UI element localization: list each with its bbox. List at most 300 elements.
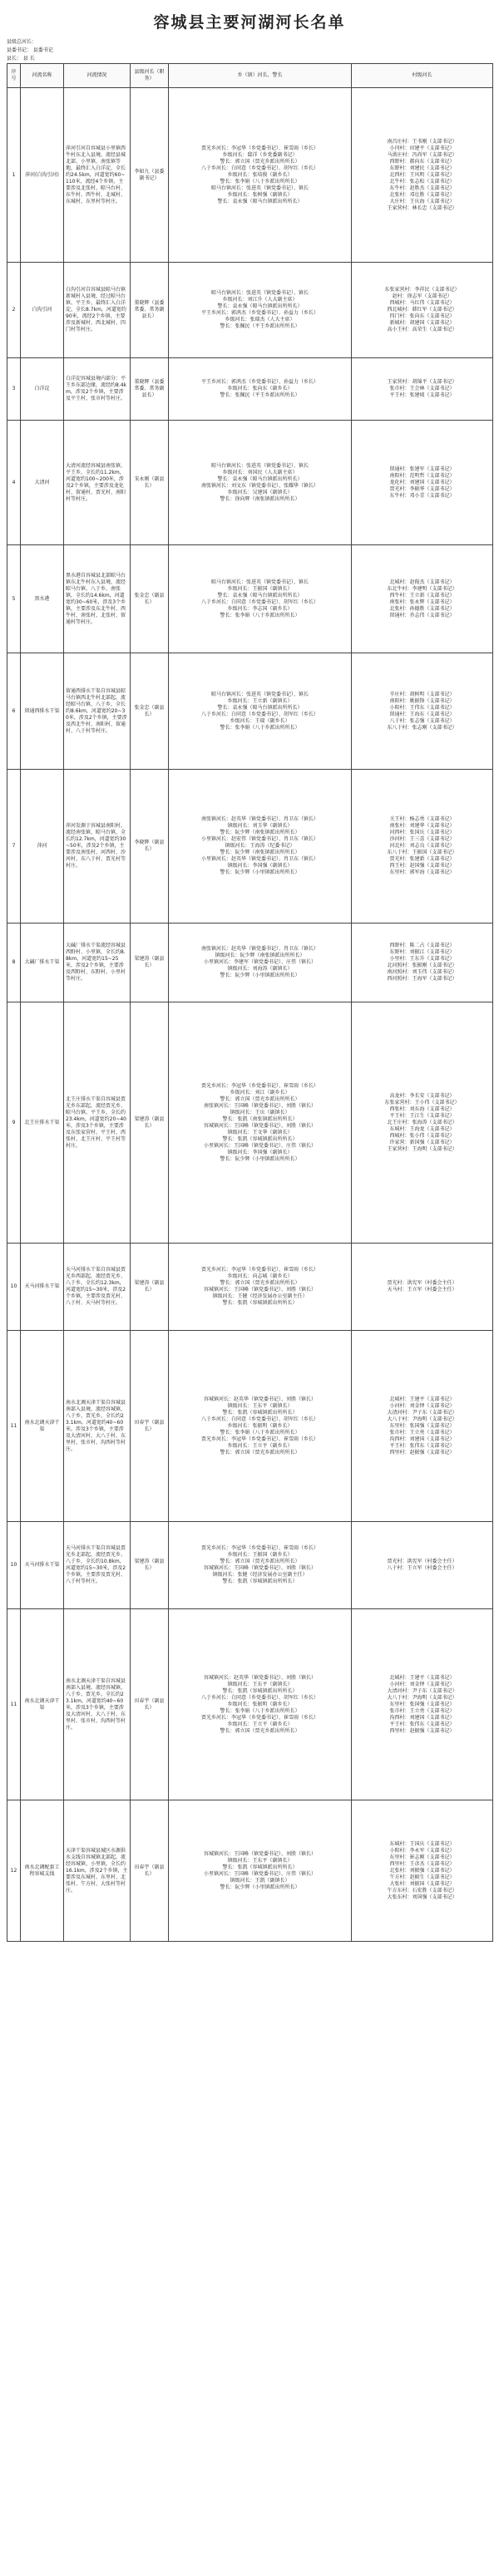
- town-chief-line: 容城镇河长：王国峰（镇党委书记）、刘胜（镇长）: [203, 1565, 316, 1571]
- town-chief-line: 警长：阮少辉（南张镇派出所所长）: [220, 830, 300, 835]
- town-chief-line: 小里镇河长：王国峰（镇党委书记）、庄伟（镇长）: [203, 1142, 316, 1149]
- village-chief-line: 北城村：王建平（支部书记）: [389, 1396, 455, 1402]
- river-description: 天津干渠容城县城区水源供水支线自容城镇北部起，流经容城镇、小里镇，全长约16.1km，涉及2个乡镇，主要涉及东城村、东里村、北张村、午方村、大张村等村庄。: [64, 1800, 131, 1942]
- town-chief-line: 平王乡河长：郭鸿杰（乡党委书记）、孙益力（乡长）: [200, 379, 319, 385]
- town-chief-line: 警长：阮少辉（南张镇派出所所长）: [220, 850, 300, 855]
- village-chief-line: 北城村：赵俊杰（支部书记）: [389, 579, 455, 585]
- town-chief-line: 镇级河长：王凯（副镇长）: [230, 1877, 290, 1884]
- town-chief-line: 警长：郭立国（贾光乡派出所所长）: [220, 1449, 300, 1455]
- river-description: 萍河发源于容城县南阳村，流经南张镇、晾马台镇，全长约12.7km，河道宽约30~50米，涉及2个乡镇，主要涉及南张村、河西村、沙河村、东八于村、贾光村等村庄。: [64, 770, 131, 924]
- town-chief-line: 警长：阮少辉（小里镇派出所所长）: [220, 973, 300, 978]
- town-chief-line: 警长：袁永强（晾马台镇派出所所长）: [217, 592, 303, 598]
- town-chief-line: 警长：郭立国（贾光乡派出所所长）: [220, 1559, 300, 1564]
- village-chief-line: 东张家营村：王小伟（支部书记）: [384, 1099, 460, 1106]
- village-chief-line: 南河照村：刘玉伟（支部书记）: [387, 969, 457, 975]
- header-no: 序号: [7, 64, 21, 88]
- county-chief: 张金忠（副县长）: [131, 653, 169, 770]
- village-chief-line: 北河照村：张振刚（支部书记）: [387, 963, 457, 968]
- town-chief-line: 容城镇河长：王国峰（镇党委书记）、刘胜（镇长）: [203, 1122, 316, 1129]
- village-chief-line: 贾光村：洪宪军（村委会主任）: [387, 1280, 457, 1286]
- town-chief-line: 贾光乡河长：李冠华（乡党委书记）、崔雪雨（乡长）: [200, 1267, 319, 1273]
- row-number: 7: [7, 770, 21, 924]
- river-name: 天马河排水干渠: [21, 1522, 64, 1609]
- town-chief-line: 南张镇河长：刘文东（镇党委书记）、张耀华（镇长）: [200, 482, 319, 489]
- town-chief-line: 乡级河长：王瑞（副乡长）: [230, 717, 290, 724]
- town-chief-line: 警长：张凯（南张镇派出所所长）: [222, 1116, 298, 1122]
- table-body: [7, 88, 493, 1942]
- county-chief: 张金忠（副县长）: [131, 545, 169, 653]
- town-chief-line: 警长：袁永强（晾马台镇派出所所长）: [217, 704, 303, 711]
- county-chief: 董晓辉（县委常委、常务副县长）: [131, 358, 169, 421]
- table-row: [7, 421, 493, 545]
- village-chief-line: 西野村：郝向东（支部书记）: [389, 158, 455, 165]
- town-chiefs-cell: [169, 421, 352, 545]
- village-chief-line: 东里村：张国强（支部书记）: [389, 1422, 455, 1429]
- village-chief-line: 小闫村：田建平（支部书记）: [389, 145, 455, 151]
- village-chief-line: 东张家营村：李祥民（支部书记）: [384, 287, 460, 293]
- village-chiefs-cell: [352, 88, 493, 263]
- village-chiefs-cell: [352, 1609, 493, 1800]
- row-number: 12: [7, 1800, 21, 1942]
- town-chief-line: 晾马台镇河长：张进英（镇党委书记）、镇长: [210, 691, 309, 697]
- village-chief-line: 西野村：陈二占（支部书记）: [389, 943, 455, 948]
- town-chief-line: 乡级河长：王立新（副镇长）: [227, 697, 293, 704]
- meta-line: 县级总河长：: [7, 39, 37, 45]
- river-description: 白洋淀容城县境内部分：平王乡东部边缘，流经约8.4km，涉及2个乡镇，主要涉及平王村、张市村等村庄。: [64, 358, 131, 421]
- town-chief-line: 容城镇河长：王国峰（镇党委书记）、刘胜（镇长）: [203, 1850, 316, 1857]
- town-chief-line: 警长：阮少辉（小里镇派出所所长）: [220, 869, 300, 875]
- row-number: 5: [7, 545, 21, 653]
- river-name: 南水北调配套工程容城支线: [21, 1800, 64, 1942]
- town-chief-line: 警长：张凯（容城镇派出所所长）: [222, 1687, 298, 1694]
- town-chief-line: 警长：郭立国（贾光乡派出所所长）: [220, 1280, 300, 1286]
- village-chief-line: 西里村：赵振强（支部书记）: [389, 1727, 455, 1734]
- row-number: 10: [7, 1522, 21, 1609]
- town-chief-line: 警长：徐向辉（南张镇派出所所长）: [220, 495, 300, 502]
- village-chief-line: 王家营村：王海明（支部书记）: [387, 1145, 457, 1152]
- town-chief-line: 晾马台镇河长：张进英（镇党委书记）、镇长: [210, 290, 309, 296]
- table-row: [7, 653, 493, 770]
- river-name: 留通西排水干渠: [21, 653, 64, 770]
- town-chief-line: 乡级河长：张瑞杰（人大主席）: [225, 317, 295, 323]
- village-chief-line: 贾光村：张建新（支部书记）: [389, 856, 455, 862]
- village-chief-line: 八于村：王立军（村委会主任）: [387, 1565, 457, 1571]
- table-row: [7, 1002, 493, 1244]
- town-chief-line: 晾马台镇河长：张进英（镇党委书记）、镇长: [210, 185, 309, 191]
- village-chief-line: 大庄村：王庆海（支部书记）: [389, 198, 455, 204]
- row-number: 8: [7, 924, 21, 1002]
- town-chief-line: 乡级河长：刘江升（人大副主席）: [222, 297, 298, 303]
- header-village-chief: 村级河长: [352, 64, 493, 88]
- town-chief-line: 贾光乡河长：李冠华（乡党委书记）、崔雪雨（乡长）: [200, 1436, 319, 1442]
- town-chief-line: 容城镇河长：赵英华（镇党委书记）、刘胜（镇长）: [203, 1674, 316, 1681]
- town-chiefs-cell: [169, 1522, 352, 1609]
- town-chief-line: 容城镇河长：赵英华（镇党委书记）、刘胜（镇长）: [203, 1396, 316, 1402]
- row-number: 9: [7, 1002, 21, 1244]
- village-chief-line: 留通村：王海东（支部书记）: [389, 711, 455, 717]
- river-name: 黑水港: [21, 545, 64, 653]
- town-chief-line: 八于乡河长：白同意（乡党委书记）、胡军红（乡长）: [200, 711, 319, 717]
- town-chief-line: 镇级河长：刘海涛（副镇长）: [227, 966, 293, 972]
- table-row: [7, 263, 493, 358]
- town-chief-line: 南张镇河长：赵英华（镇党委书记）、肖卫东（镇长）: [200, 816, 319, 822]
- header-town-chief: 乡（镇）河长、警长: [169, 64, 352, 88]
- town-chief-line: 贾光乡河长：李冠华（乡党委书记）、崔雪雨（乡长）: [200, 1545, 319, 1551]
- river-name: 萍河: [21, 770, 64, 924]
- town-chiefs-cell: [169, 1244, 352, 1331]
- village-chief-line: 张市村：王立勇（支部书记）: [389, 1429, 455, 1436]
- town-chief-line: 警长：张凯（容城镇派出所所长）: [222, 1135, 298, 1142]
- row-number: 3: [7, 358, 21, 421]
- village-chief-line: 张市村：王立勇（支部书记）: [389, 1707, 455, 1714]
- village-chief-line: 大清河村：尹子东（支部书记）: [387, 1409, 457, 1416]
- village-chief-line: 留通村：乔志伟（支部书记）: [389, 612, 455, 618]
- village-chiefs-cell: [352, 653, 493, 770]
- town-chief-line: 乡级河长：吴建国（副镇长）: [227, 489, 293, 495]
- town-chief-line: 八于乡河长：白同意（乡党委书记）、胡军红（乡长）: [200, 1416, 319, 1422]
- village-chiefs-cell: [352, 263, 493, 358]
- row-number: 4: [7, 421, 21, 545]
- village-chief-line: 许家营：新国强（支部书记）: [389, 1139, 455, 1145]
- village-chief-line: 南昌庄村：王书刚（支部书记）: [387, 138, 457, 145]
- town-chiefs-cell: [169, 1609, 352, 1800]
- town-chief-line: 乡级河长：王立平（副乡长）: [227, 1442, 293, 1449]
- town-chiefs-cell: [169, 358, 352, 421]
- village-chief-line: 东八于村：王振国（支部书记）: [387, 850, 457, 855]
- village-chief-line: 西河照村：王海军（支部书记）: [387, 976, 457, 982]
- village-chief-line: 东里村：张国强（支部书记）: [389, 1701, 455, 1707]
- village-chiefs-cell: [352, 358, 493, 421]
- village-chief-line: 辛庄村：胡树明（支部书记）: [389, 691, 455, 697]
- river-name: 白洋淀: [21, 358, 64, 421]
- town-chief-line: 警长：袁永强（晾马台镇派出所所长）: [217, 303, 303, 309]
- header-river: 河流名称: [21, 64, 64, 88]
- town-chief-line: 警长：张佩民（平王乡派出所所长）: [220, 323, 300, 329]
- town-chief-line: 乡级河长：刘江（副乡长）: [230, 1089, 290, 1096]
- river-chief-table: [7, 63, 493, 1942]
- county-chief: 李晓辉（副县长）: [131, 770, 169, 924]
- county-chief: 田春宇（副县长）: [131, 1331, 169, 1522]
- county-chief: 梁建涛（副县长）: [131, 924, 169, 1002]
- meta-line: 县委书记： 县委书记: [7, 47, 53, 53]
- town-chiefs-cell: [169, 1002, 352, 1244]
- village-chief-line: 北张村：邓壮胜（支部书记）: [389, 191, 455, 198]
- village-chief-line: 沟西村：刘建国（支部书记）: [389, 1436, 455, 1442]
- table-row: [7, 1609, 493, 1800]
- town-chief-line: 镇级河长：刘玉华（副镇长）: [227, 823, 293, 829]
- town-chief-line: 乡级河长：邸洋（乡党委副书记）: [222, 151, 298, 158]
- river-name: 南水北调天津干渠: [21, 1331, 64, 1522]
- town-chief-line: 乡级河长：张培俊（副乡长）: [227, 171, 293, 178]
- river-description: 天马河排水干渠自容城县贾光乡北部起，流经贾光乡、八于乡，全长约10.8km，河道宽约15~30米，涉及2个乡镇，主要涉及贾光村、八于村等村庄。: [64, 1522, 131, 1609]
- table-header-row: [7, 64, 493, 88]
- village-chief-line: 北西村：王风明（支部书记）: [389, 171, 455, 178]
- river-description: 留通西排水干渠自容城县晾马台镇西北牛村北部起，流经晾马台镇、八于乡，全长约8.6km，河道宽约20~30米，涉及2个乡镇，主要涉及西北牛村、南阳村、留通村、八于村等村庄。: [64, 653, 131, 770]
- town-chiefs-cell: [169, 924, 352, 1002]
- town-chief-line: 警长：张李娟（八于乡派出所所长）: [220, 1707, 300, 1714]
- town-chiefs-cell: [169, 545, 352, 653]
- row-number: 1: [7, 88, 21, 263]
- village-chief-line: 东里村：崔志刚（支部书记）: [389, 1854, 455, 1860]
- village-chief-line: 小河村：刘金铎（支部书记）: [389, 1681, 455, 1687]
- town-chief-line: 警长：张李娟（八于乡派出所所长）: [220, 178, 300, 185]
- river-name: 大碱厂排水干渠: [21, 924, 64, 1002]
- village-chief-line: 东城村：王海龙（支部书记）: [389, 1125, 455, 1132]
- town-chief-line: 警长：张凯（容城镇派出所所长）: [222, 1409, 298, 1416]
- village-chief-line: 平王村：张伟东（支部书记）: [389, 1721, 455, 1727]
- village-chief-line: 大张村：刘振国（支部书记）: [389, 1880, 455, 1887]
- village-chief-line: 河西村：张国庆（支部书记）: [389, 830, 455, 835]
- village-chief-line: 北张村：刘振强（支部书记）: [389, 1867, 455, 1874]
- table-row: [7, 1331, 493, 1522]
- village-chief-line: 小阳村：李永军（支部书记）: [389, 1847, 455, 1854]
- village-chief-line: 西牛村：王立新（支部书记）: [389, 592, 455, 598]
- village-chief-line: 平王村：张伟东（支部书记）: [389, 1442, 455, 1449]
- village-chief-line: 新城村：胡建国（支部书记）: [389, 320, 455, 326]
- town-chief-line: 南张镇河长：赵英华（镇党委书记）、肖卫东（镇长）: [200, 946, 319, 952]
- village-chief-line: 东野村：刘建民（支部书记）: [389, 165, 455, 171]
- town-chief-line: 南张镇河长：王国峰（镇党委书记）、刘胜（镇长）: [203, 1102, 316, 1109]
- river-description: 萍河引河自容城县小里镇西牛村东北入县境，流经县城北部、小里镇、南张镇等地，最终汇入白洋淀，全长约24.5km，河道宽约60~110米，流经4个乡镇，主要涉及北张村、晾马台村、东牛村、西牛村、北城村、东城村、东里村等村庄。: [64, 88, 131, 263]
- village-chief-line: 小里村：王东升（支部书记）: [389, 956, 455, 962]
- table-row: [7, 1800, 493, 1942]
- town-chief-line: 贾光乡河长：李冠华（乡党委书记）、崔雪雨（乡长）: [200, 1714, 319, 1721]
- village-chief-line: 东城村：王国庆（支部书记）: [389, 1840, 455, 1847]
- village-chief-line: 大张东村：刘国强（支部书记）: [387, 1894, 457, 1900]
- village-chief-line: 北王庄村：张海涛（支部书记）: [387, 1119, 457, 1125]
- village-chief-line: 贾光村：洪宪军（村委会主任）: [387, 1559, 457, 1564]
- river-description: 大清河流经容城县南张镇、平王乡，全长约11.2km，河道宽约100~200米，涉及2个乡镇，主要涉及龙化村、留通村、贾光村、南阳村等村庄。: [64, 421, 131, 545]
- town-chief-line: 警长：张凯（容城镇派出所所长）: [222, 1864, 298, 1870]
- village-chief-line: 平王村：张建坡（支部书记）: [389, 392, 455, 398]
- river-description: 大碱厂排水干渠流经容城县西野村、小里镇，全长约8.8km，河道宽约15~25米，涉及2个乡镇，主要涉及西野村、东野村、小里村等村庄。: [64, 924, 131, 1002]
- village-chiefs-cell: [352, 770, 493, 924]
- village-chief-line: 东野村：刘振江（支部书记）: [389, 949, 455, 955]
- town-chief-line: 乡级河长：李志国（副乡长）: [227, 605, 293, 612]
- county-chief-info: [0, 38, 499, 63]
- table-row: [7, 1522, 493, 1609]
- village-chief-line: 关王村：杨志勇（支部书记）: [389, 816, 455, 822]
- town-chief-line: 警长：阮少辉（小里镇派出所所长）: [220, 1884, 300, 1890]
- town-chief-line: 警长：袁永强（晾马台镇派出所所长）: [217, 475, 303, 482]
- row-number: 2: [7, 263, 21, 358]
- town-chief-line: 小里镇河长：赵英华（镇党委书记）、肖卫东（镇长）: [200, 856, 319, 862]
- river-description: 白沟引河自容城县晾马台镇新城村入县境，经过晾马台镇、平王乡，最终汇入白洋淀，全长8.7km，河道宽约90米，流经2个乡镇，主要涉及新城村、西北城村、四门村等村庄。: [64, 263, 131, 358]
- town-chief-line: 镇级河长：李国强（副镇长）: [227, 1149, 293, 1155]
- village-chief-line: 王家营村：林长忠（支部书记）: [387, 204, 457, 211]
- row-number: 11: [7, 1609, 21, 1800]
- river-name: 大清河: [21, 421, 64, 545]
- town-chief-line: 镇级河长：李国强（副镇长）: [227, 863, 293, 869]
- town-chief-line: 警长：郭立国（贾光乡派出所所长）: [220, 1727, 300, 1734]
- village-chief-line: 午方村：赵振生（支部书记）: [389, 1874, 455, 1880]
- town-chief-line: 镇级河长：王东平（副镇长）: [227, 1681, 293, 1687]
- river-name: 南水北调天津干渠: [21, 1609, 64, 1800]
- town-chief-line: 贾光乡河长：李冠华（乡党委书记）、崔雪雨（乡长）: [200, 1082, 319, 1089]
- village-chief-line: 西北城村：韩红军（支部书记）: [387, 307, 457, 313]
- town-chief-line: 镇级河长：张健（经济发展办公室副主任）: [212, 1572, 308, 1578]
- town-chief-line: 小里镇河长：李建军（镇党委书记）、庄伟（镇长）: [203, 959, 316, 965]
- town-chief-line: 警长：张李娟（八于乡派出所所长）: [220, 1429, 300, 1436]
- village-chief-line: 河北村：刘志良（支部书记）: [389, 843, 455, 849]
- village-chief-line: 龙化村：刘建国（支部书记）: [389, 479, 455, 485]
- village-chief-line: 南张村：刘建华（支部书记）: [389, 823, 455, 829]
- village-chief-line: 高龙村：李长安（支部书记）: [389, 1092, 455, 1099]
- village-chief-line: 四门村：张向东（支部书记）: [389, 313, 455, 319]
- village-chief-line: 北牛村：张志松（支部书记）: [389, 178, 455, 185]
- county-chief: 田春宇（副县长）: [131, 1609, 169, 1800]
- village-chief-line: 西里村：王彦杰（支部书记）: [389, 1860, 455, 1867]
- village-chiefs-cell: [352, 924, 493, 1002]
- village-chiefs-cell: [352, 545, 493, 653]
- village-chief-line: 王家营村：胡锦平（支部书记）: [387, 379, 457, 385]
- town-chief-line: 贾光乡河长：李冠华（乡党委书记）、崔雪雨（乡长）: [200, 145, 319, 151]
- table-row: [7, 358, 493, 421]
- town-chief-line: 乡级河长：张振明（副乡长）: [227, 1422, 293, 1429]
- table-row: [7, 770, 493, 924]
- town-chief-line: 平王乡河长：郭鸿杰（乡党委书记）、孙益力（乡长）: [200, 310, 319, 316]
- river-description: 黑水港自容城县北部晾马台镇东北牛村东入县境，流经晾马台镇、八于乡、南张镇，全长约14.6km，河道宽约30~60米，涉及3个乡镇，主要涉及东北牛村、西牛村、南张村、北张村、留通村等村庄。: [64, 545, 131, 653]
- town-chief-line: 乡级河长：张树强（副镇长）: [227, 191, 293, 198]
- town-chief-line: 警长：张凯（容城镇派出所所长）: [222, 1579, 298, 1584]
- town-chief-line: 警长：张李娟（八于乡派出所所长）: [220, 612, 300, 618]
- village-chief-line: 张市村：王会林（支部书记）: [389, 386, 455, 392]
- town-chief-line: 警长：袁永强（晾马台镇派出所所长）: [217, 198, 303, 204]
- town-chiefs-cell: [169, 653, 352, 770]
- town-chief-line: 警长：郭立国（贾光乡派出所所长）: [220, 158, 300, 165]
- town-chief-line: 小里镇河长：赵宏伟（镇党委书记）、肖卫东（镇长）: [200, 836, 319, 842]
- meta-line: 县长： 县 长: [7, 56, 35, 62]
- town-chief-line: 镇级河长：王庆（副镇长）: [230, 1109, 290, 1116]
- village-chief-line: 东八于村：张志刚（支部书记）: [387, 724, 457, 731]
- river-description: 北王庄排水干渠自容城县贾光乡东部起，流经贾光乡、晾马台镇、平王乡，全长约23.4km，河道宽约20~40米，涉及3个乡镇，主要涉及东张家营村、平王村、西张村、北王庄村、平王村等村庄。: [64, 1002, 131, 1244]
- town-chief-line: 警长：张李娟（八于乡派出所所长）: [220, 724, 300, 731]
- county-chief: 梁建涛（副县长）: [131, 1522, 169, 1609]
- village-chief-line: 小阳村：王伟东（支部书记）: [389, 704, 455, 711]
- village-chiefs-cell: [352, 421, 493, 545]
- village-chief-line: 大八于村：尹海明（支部书记）: [387, 1416, 457, 1422]
- river-description: 天马河排水干渠自容城县贾光乡西部起，流经贾光乡、八于乡，全长约12.3km，河道宽约15~30米，涉及2个乡镇，主要涉及贾光村、八于村、天马村等村庄。: [64, 1244, 131, 1331]
- village-chief-line: 东里村：郭军海（支部书记）: [389, 869, 455, 875]
- row-number: 11: [7, 1331, 21, 1522]
- village-chief-line: 平王村：王江生（支部书记）: [389, 1112, 455, 1119]
- village-chief-line: 东牛村：邓小青（支部书记）: [389, 492, 455, 499]
- header-county-chief: 县级河长（职务）: [131, 64, 169, 88]
- town-chief-line: 乡级河长：王立平（副乡长）: [227, 1721, 293, 1727]
- town-chief-line: 容城镇河长：王国峰（镇党委书记）、刘胜（镇长）: [203, 1287, 316, 1293]
- town-chief-line: 警长：张佩民（平王乡派出所所长）: [220, 392, 300, 398]
- village-chief-line: 西城村：马红伟（支部书记）: [389, 300, 455, 306]
- river-name: 白沟引河: [21, 263, 64, 358]
- town-chief-line: 八于乡河长：白同意（乡党委书记）、胡军红（乡长）: [200, 1694, 319, 1701]
- village-chief-line: 高小王村：高荣生（支部书记）: [387, 327, 457, 332]
- village-chief-line: 东北牛村：李建明（支部书记）: [387, 585, 457, 592]
- village-chief-line: 午方东村：石宏胜（支部书记）: [387, 1887, 457, 1894]
- village-chief-line: 南张村：张永辉（支部书记）: [389, 598, 455, 605]
- village-chief-line: 大八于村：尹海明（支部书记）: [387, 1694, 457, 1701]
- village-chief-line: 留通村：张建军（支部书记）: [389, 465, 455, 472]
- village-chief-line: 西城村：张小伟（支部书记）: [389, 1132, 455, 1139]
- town-chief-line: 乡级河长：张振明（副乡长）: [227, 1701, 293, 1707]
- town-chief-line: 警长：阮少辉（小里镇派出所所长）: [220, 1155, 300, 1162]
- town-chief-line: 晾马台镇河长：张进英（镇党委书记）、镇长: [210, 579, 309, 585]
- village-chief-line: 大清河村：尹子东（支部书记）: [387, 1687, 457, 1694]
- town-chief-line: 镇级河长：王文华（副镇长）: [227, 1129, 293, 1135]
- village-chief-line: 沙河村：王三喜（支部书记）: [389, 836, 455, 842]
- village-chief-line: 北张村：孙德胜（支部书记）: [389, 605, 455, 612]
- town-chief-line: 镇级河长：王健（经济发展办公室副主任）: [212, 1293, 308, 1299]
- table-row: [7, 545, 493, 653]
- village-chiefs-cell: [352, 1244, 493, 1331]
- town-chiefs-cell: [169, 263, 352, 358]
- county-chief: 董晓辉（县委常委、常务副县长）: [131, 263, 169, 358]
- village-chief-line: 北城村：王建平（支部书记）: [389, 1674, 455, 1681]
- town-chief-line: 乡级河长：王振国（副镇长）: [227, 585, 293, 592]
- village-chief-line: 天马村：王立军（村委会主任）: [387, 1287, 457, 1293]
- county-chief: 李如九（县委副书记）: [131, 88, 169, 263]
- river-description: 南水北调天津干渠自容城县南部入县境，流经容城镇、八于乡、贾光乡，全长约23.1km，河道宽约40~60米，涉及3个乡镇，主要涉及大清河村、大八于村、东里村、张市村、沟西村等村庄。: [64, 1331, 131, 1522]
- river-name: 萍河(白沟引河): [21, 88, 64, 263]
- county-chief: 梁建涛（副县长）: [131, 1244, 169, 1331]
- town-chief-line: 晾马台镇河长：张进英（镇党委书记）、镇长: [210, 462, 309, 469]
- village-chief-line: 小河村：刘金铎（支部书记）: [389, 1402, 455, 1409]
- town-chief-line: 乡级河长：刘国民（人大副主席）: [222, 469, 298, 475]
- village-chiefs-cell: [352, 1331, 493, 1522]
- village-chiefs-cell: [352, 1800, 493, 1942]
- town-chiefs-cell: [169, 1331, 352, 1522]
- town-chief-line: 警长：郭立国（贾光乡派出所所长）: [220, 1096, 300, 1102]
- town-chiefs-cell: [169, 1800, 352, 1942]
- village-chief-line: 南阳村：姚振锋（支部书记）: [389, 697, 455, 704]
- village-chief-line: 南阳村：范明哲（支部书记）: [389, 472, 455, 479]
- county-chief: 宋永刚（副县长）: [131, 421, 169, 545]
- county-chief: 田春宇（副县长）: [131, 1800, 169, 1942]
- row-number: 10: [7, 1244, 21, 1331]
- table-row: [7, 1244, 493, 1331]
- river-name: 北王庄排水干渠: [21, 1002, 64, 1244]
- town-chief-line: 镇级河长：王东平（副镇长）: [227, 1857, 293, 1864]
- river-description: 南水北调天津干渠自容城县南部入县境，流经容城镇、八于乡、贾光乡，全长约23.1km，河道宽约40~60米，涉及3个乡镇，主要涉及大清河村、大八于村、东里村、张市村、沟西村等村庄。: [64, 1609, 131, 1800]
- town-chief-line: 乡级河长：王振国（副乡长）: [227, 1552, 293, 1558]
- village-chief-line: 贾光村：李振华（支部书记）: [389, 485, 455, 492]
- town-chief-line: 八于乡河长：白同意（乡党委书记）、胡军红（乡长）: [200, 165, 319, 171]
- town-chief-line: 镇级河长：王东平（副镇长）: [227, 1402, 293, 1409]
- document-title: 容城县主要河湖河长名单: [153, 13, 346, 32]
- village-chief-line: 西王村：赵国强（支部书记）: [389, 863, 455, 869]
- town-chief-line: 警长：张凯（容城镇派出所所长）: [222, 1300, 298, 1306]
- village-chief-line: 赵村：徐志军（支部书记）: [392, 293, 452, 299]
- town-chiefs-cell: [169, 770, 352, 924]
- town-chief-line: 镇级河长：王海涛（纪委书记）: [225, 843, 295, 849]
- row-number: 6: [7, 653, 21, 770]
- village-chief-line: 沟西村：刘建国（支部书记）: [389, 1714, 455, 1721]
- table-row: [7, 924, 493, 1002]
- river-name: 天马河排水干渠: [21, 1244, 64, 1331]
- town-chiefs-cell: [169, 88, 352, 263]
- village-chief-line: 东牛村：赵胜杰（支部书记）: [389, 185, 455, 191]
- village-chief-line: 西张村：刘东海（支部书记）: [389, 1106, 455, 1112]
- table-row: [7, 88, 493, 263]
- town-chief-line: 镇级河长：阮少辉（南张镇派出所所长）: [215, 953, 305, 958]
- village-chief-line: 八于村：张志强（支部书记）: [389, 717, 455, 724]
- town-chief-line: 小里镇河长：王国峰（镇党委书记）、庄伟（镇长）: [203, 1870, 316, 1877]
- village-chief-line: 西里村：赵振强（支部书记）: [389, 1449, 455, 1455]
- town-chief-line: 乡级河长：张向东（副乡长）: [227, 386, 293, 392]
- village-chiefs-cell: [352, 1002, 493, 1244]
- village-chief-line: 马洪庄村：冯尚军（支部书记）: [387, 151, 457, 158]
- town-chief-line: 乡级河长：向志城（副乡长）: [227, 1273, 293, 1279]
- header-desc: 河流情况: [64, 64, 131, 88]
